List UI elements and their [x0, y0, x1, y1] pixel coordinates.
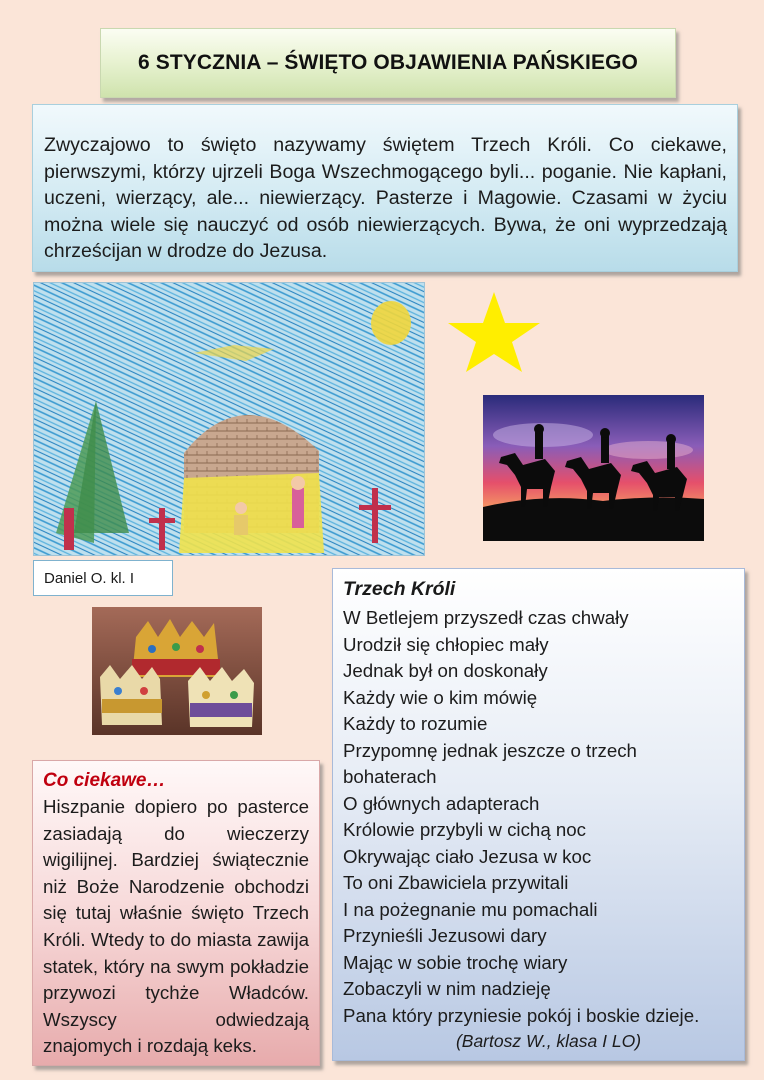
poem-line: Każdy to rozumie: [343, 713, 488, 734]
fact-box: [32, 760, 320, 1066]
page-title: 6 STYCZNIA – ŚWIĘTO OBJAWIENIA PAŃSKIEGO: [138, 51, 638, 74]
poem-line: Urodził się chłopiec mały: [343, 633, 549, 655]
poem-line: Pana który przyniesie pokój i boskie dzieje.: [343, 1004, 700, 1026]
poem-line: Jednak był on doskonały: [343, 660, 548, 681]
poem-line: Zobaczyli w nim nadzieję: [343, 978, 551, 999]
drawing-caption: Daniel O. kl. I: [33, 560, 173, 596]
poem-line: Przynieśli Jezusowi dary: [343, 925, 547, 946]
poem-line: Każdy wie o kim mówię: [343, 686, 538, 708]
three-kings-camels-image: [483, 395, 704, 541]
star-icon: [446, 290, 542, 374]
poem-title: Trzech Króli: [343, 578, 456, 600]
poem-line: Królowie przybyli w cichą noc: [343, 819, 587, 840]
poem-box: [332, 568, 745, 1061]
poem-line: O głównych adapterach: [343, 792, 540, 814]
child-drawing-image: [33, 282, 425, 556]
poem-line: Przypomnę jednak jeszcze o trzech: [343, 739, 637, 761]
fact-heading: Co ciekawe…: [43, 770, 166, 791]
poem-line: To oni Zbawiciela przywitali: [343, 872, 569, 893]
poem-lines: [343, 605, 734, 1029]
poem-author: (Bartosz W., klasa I LO): [455, 1031, 642, 1051]
poem-line: bohaterach: [343, 766, 437, 787]
title-banner: [100, 28, 676, 98]
poem-line: Okrywając ciało Jezusa w koc: [343, 845, 592, 867]
poem-line: I na pożegnanie mu pomachali: [343, 898, 598, 920]
intro-box: [32, 104, 738, 272]
intro-text: Zwyczajowo to święto nazywamy świętem Trzech Króli. Co ciekawe, pierwszymi, którzy ujrzeli Boga Wszechmogącego byli... poganie. Nie kapłani, uczeni, wierzący, ale... niewierzący. Pasterze i Magowie. Czasami w życiu można wiele się nauczyć od osób niewierzących. Bywa, że oni wyprzedzają chrześcijan w drodze do Jezusa.: [44, 134, 727, 262]
crowns-image: [92, 607, 262, 735]
poem-line: W Betlejem przyszedł czas chwały: [343, 607, 629, 628]
poem-line: Mając w sobie trochę wiary: [343, 951, 568, 973]
fact-text: Hiszpanie dopiero po pasterce zasiadają do wieczerzy wigilijnej. Bardziej świątecznie niż Boże Narodzenie obchodzi się tutaj właśnie święto Trzech Króli. Wtedy to do miasta zawija statek, który na swym pokładzie przywozi tychże Władców. Wszyscy odwiedzają znajomych i rozdają keks.: [43, 796, 309, 1057]
